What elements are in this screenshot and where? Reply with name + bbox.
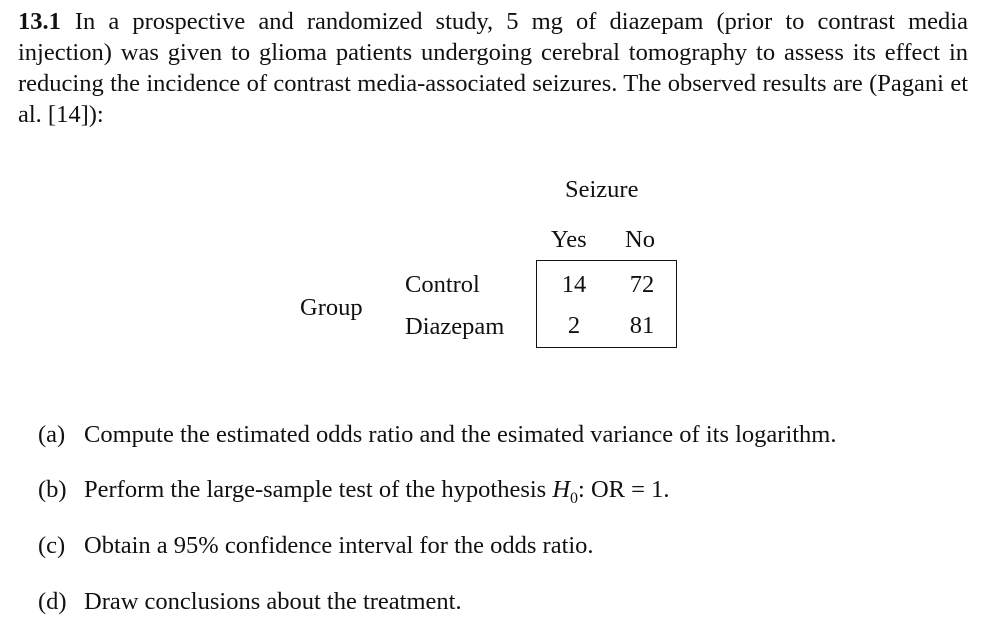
question-b bbox=[38, 476, 669, 508]
row-label-control: Control bbox=[405, 271, 480, 298]
question-label: (d) bbox=[38, 588, 67, 615]
table-cell: 72 bbox=[629, 271, 655, 298]
table-cell: 14 bbox=[561, 271, 587, 298]
row-label-diazepam: Diazepam bbox=[405, 313, 505, 340]
problem-number: 13.1 bbox=[18, 8, 61, 35]
table-cell: 81 bbox=[629, 312, 655, 339]
hypothesis-symbol: H bbox=[552, 476, 571, 503]
hypothesis-subscript: 0 bbox=[570, 489, 579, 507]
table-column-header: Seizure bbox=[565, 176, 639, 203]
question-text-end: : OR = 1. bbox=[578, 476, 670, 503]
question-a bbox=[38, 421, 837, 449]
question-text: Perform the large-sample test of the hypothesis bbox=[84, 476, 553, 503]
question-label: (b) bbox=[38, 476, 67, 503]
question-c bbox=[38, 532, 594, 560]
column-header-no: No bbox=[625, 226, 655, 253]
table-cell: 2 bbox=[567, 312, 581, 339]
question-d bbox=[38, 588, 462, 616]
question-text: Draw conclusions about the treatment. bbox=[84, 588, 462, 615]
question-label: (c) bbox=[38, 532, 66, 559]
contingency-table bbox=[536, 260, 677, 348]
question-text: Compute the estimated odds ratio and the esimated variance of its logarithm. bbox=[84, 421, 837, 448]
column-header-yes: Yes bbox=[551, 226, 587, 253]
question-label: (a) bbox=[38, 421, 66, 448]
problem-text: In a prospective and randomized study, 5 mg of diazepam (prior to contrast media injection) was given to glioma patients undergoing cerebral tomography to assess its effect in reducing the incidence of contrast media-associated seizures. The observed results are (Pagani et al. [14]): bbox=[18, 8, 968, 128]
problem-paragraph bbox=[18, 6, 968, 130]
table-row-header: Group bbox=[300, 294, 363, 321]
question-text: Obtain a 95% confidence interval for the odds ratio. bbox=[84, 532, 594, 559]
